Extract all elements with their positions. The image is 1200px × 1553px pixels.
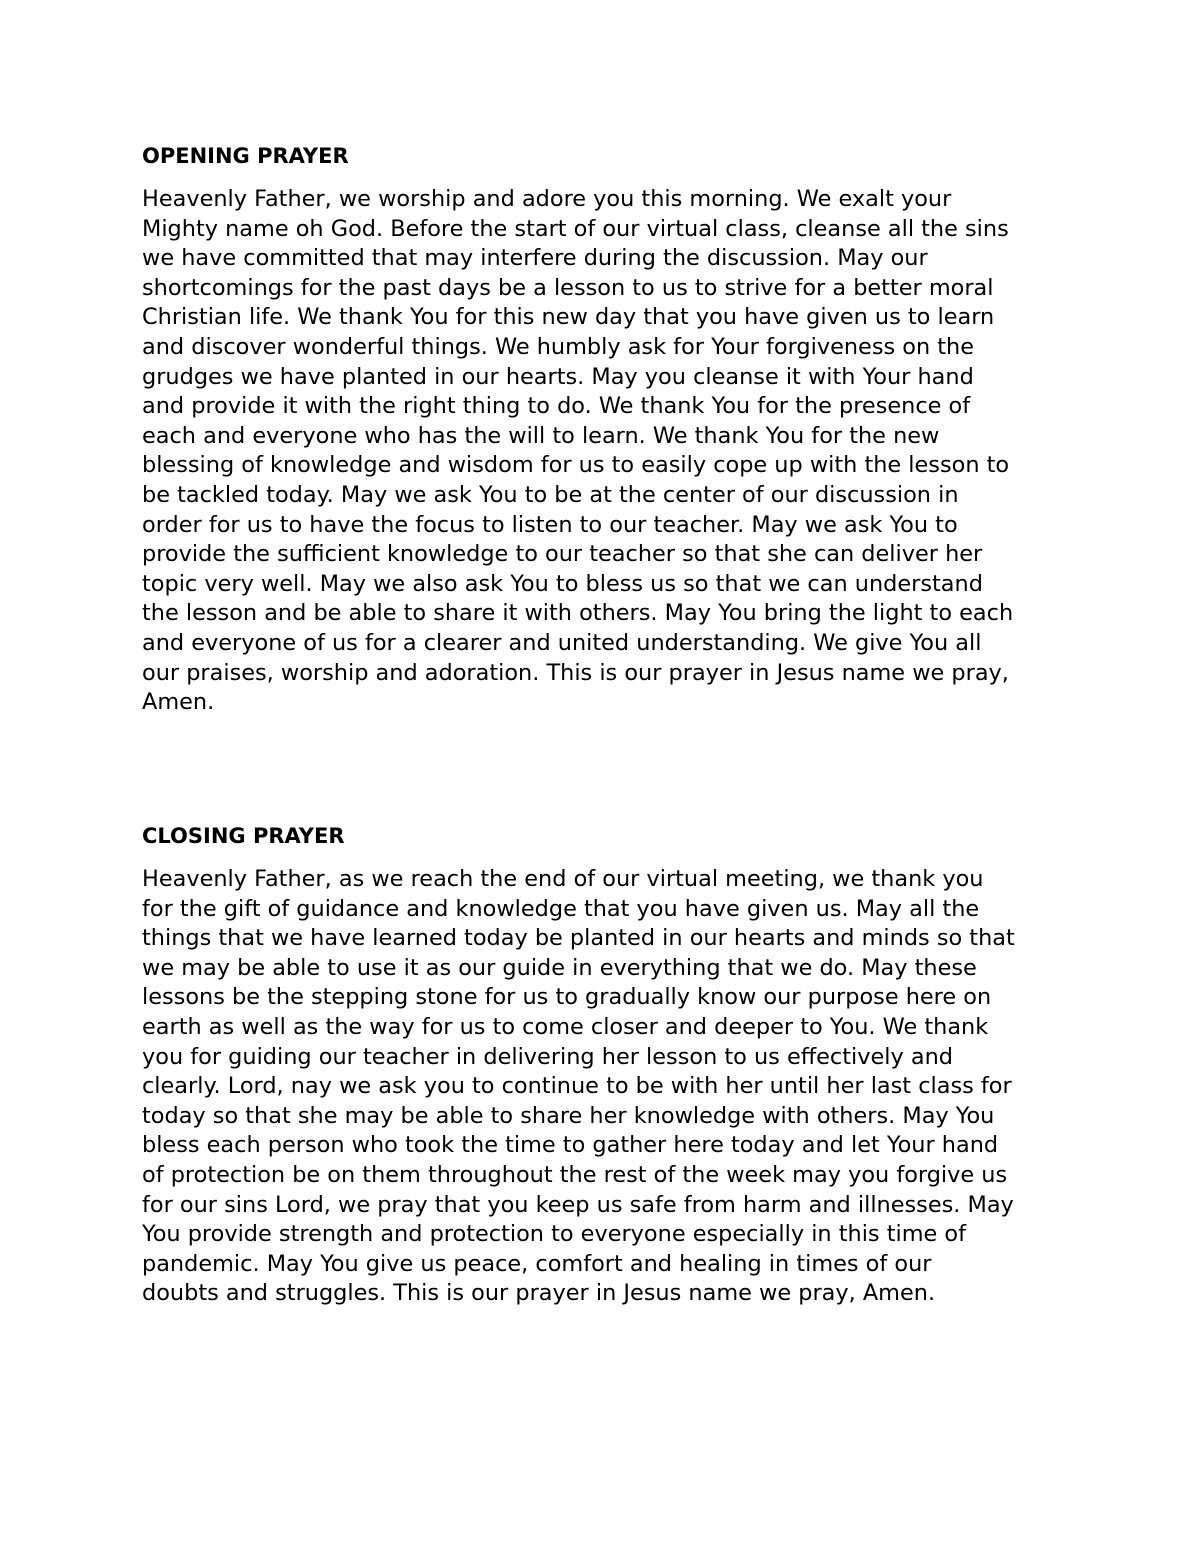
text-line: each and everyone who has the will to learn. We thank You for the new xyxy=(142,422,940,449)
text-line: clearly. Lord, nay we ask you to continue to be with her until her last class for xyxy=(142,1073,1012,1100)
text-line: topic very well. May we also ask You to bless us so that we can understand xyxy=(142,570,983,597)
text-line: things that we have learned today be planted in our hearts and minds so that xyxy=(142,925,1015,952)
text-line: today so that she may be able to share her knowledge with others. May You xyxy=(142,1102,995,1129)
text-line: and everyone of us for a clearer and united understanding. We give You all xyxy=(142,629,982,656)
closing-prayer-body xyxy=(142,865,1077,1309)
text-line: Amen. xyxy=(142,689,215,716)
text-line: earth as well as the way for us to come closer and deeper to You. We thank xyxy=(142,1013,989,1040)
opening-prayer-body xyxy=(142,185,1077,718)
text-line: doubts and struggles. This is our prayer in Jesus name we pray, Amen. xyxy=(142,1280,936,1307)
text-line: Heavenly Father, we worship and adore you this morning. We exalt your xyxy=(142,186,952,212)
text-line: shortcomings for the past days be a lesson to us to strive for a better moral xyxy=(142,274,994,301)
text-line: order for us to have the focus to listen to our teacher. May we ask You to xyxy=(142,511,958,538)
text-line: our praises, worship and adoration. This is our prayer in Jesus name we pray, xyxy=(142,659,1009,686)
text-line: be tackled today. May we ask You to be at the center of our discussion in xyxy=(142,481,959,508)
text-line: and discover wonderful things. We humbly ask for Your forgiveness on the xyxy=(142,333,975,360)
closing-prayer-heading: CLOSING PRAYER xyxy=(142,824,345,848)
closing-prayer-section xyxy=(142,823,1077,1309)
text-line: Heavenly Father, as we reach the end of our virtual meeting, we thank you xyxy=(142,866,984,892)
text-line: for the gift of guidance and knowledge that you have given us. May all the xyxy=(142,895,980,922)
text-line: Mighty name oh God. Before the start of our virtual class, cleanse all the sins xyxy=(142,215,1009,242)
text-line: of protection be on them throughout the rest of the week may you forgive us xyxy=(142,1161,1008,1188)
text-line: the lesson and be able to share it with others. May You bring the light to each xyxy=(142,600,1014,627)
text-line: grudges we have planted in our hearts. May you cleanse it with Your hand xyxy=(142,363,974,390)
text-line: you for guiding our teacher in delivering her lesson to us effectively and xyxy=(142,1043,953,1070)
text-line: bless each person who took the time to gather here today and let Your hand xyxy=(142,1132,999,1159)
text-line: Christian life. We thank You for this new day that you have given us to learn xyxy=(142,304,995,331)
text-line: for our sins Lord, we pray that you keep us safe from harm and illnesses. May xyxy=(142,1191,1014,1218)
text-line: blessing of knowledge and wisdom for us to easily cope up with the lesson to xyxy=(142,452,1010,479)
text-line: You provide strength and protection to everyone especially in this time of xyxy=(142,1221,966,1248)
text-line: and provide it with the right thing to do. We thank You for the presence of xyxy=(142,393,971,420)
text-line: pandemic. May You give us peace, comfort and healing in times of our xyxy=(142,1250,932,1277)
opening-prayer-section xyxy=(142,143,1077,718)
text-line: provide the sufficient knowledge to our teacher so that she can deliver her xyxy=(142,541,983,568)
text-line: lessons be the stepping stone for us to gradually know our purpose here on xyxy=(142,984,992,1011)
text-line: we have committed that may interfere during the discussion. May our xyxy=(142,245,928,272)
opening-prayer-heading: OPENING PRAYER xyxy=(142,144,349,168)
text-line: we may be able to use it as our guide in everything that we do. May these xyxy=(142,954,977,981)
